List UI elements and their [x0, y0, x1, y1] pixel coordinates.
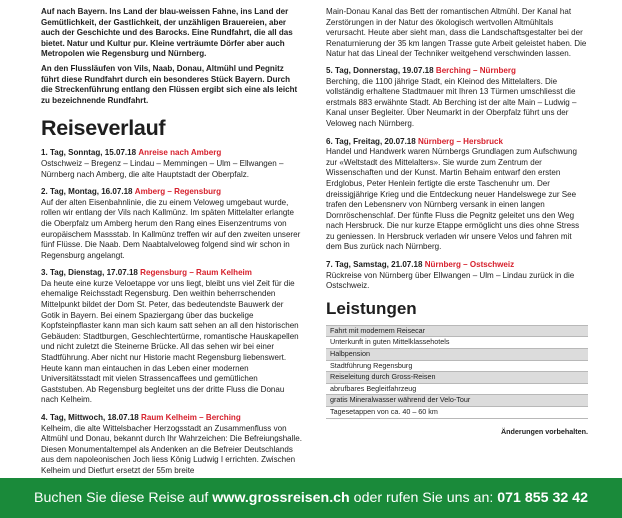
list-item: Halbpension [326, 349, 588, 361]
services-heading: Leistungen [326, 298, 417, 318]
day-text: Kelheim, die alte Wittelsbacher Herzogsstadt an Zusammenfluss von Altmühl und Donau, bekannt durch Ihr Wahrzeichen: Die Befreiungshalle. Diesen Monumentaltempel als Andenken an die Befreier Deutschlands aus dem napoleonischen Joch liess König Ludwig I errichten. Zwischen Kelheim und Dietfurt ersetzt der 55m breite [41, 423, 302, 475]
day-text: Handel und Handwerk waren Nürnbergs Grundlagen zum Aufschwung zur «Weltstadt des Mittelalters». Sie wurde zum Zentrum der Wissenschaften und der Kunst. Martin Behaim entwarf den ersten Erdglobus, Peter Henlein fertigte die erste Taschenuhr um. Der dreissigjährige Krieg und die Entdeckung neuer Handelswege zur See trafen den Lebensnerv von Nürnberg versank in einen langen Dornröschenschlaf. Der fünfte Fluss die Pegnitz geleitet uns den Weg nach Hersbruck. Die nur kurze Etappe ermöglicht uns dies ohne Stress zu geniessen. In Hersbruck verladen wir unsere Velos und fahren mit dem Bus zurück nach Nürnberg. [326, 147, 580, 252]
day-date: 6. Tag, Freitag, 20.07.18 [326, 136, 416, 146]
day-text: Ostschweiz – Bregenz – Lindau – Memmingen – Ulm – Ellwangen – Nürnberg nach Amberg, die alte Hauptstadt der Oberpfalz. [41, 158, 284, 179]
day-route: Regensburg – Raum Kelheim [140, 268, 252, 278]
list-item: Unterkunft in guten Mittelklassehotels [326, 337, 588, 349]
day-date: 7. Tag, Samstag, 21.07.18 [326, 260, 423, 270]
day-2 [41, 187, 303, 261]
day-3 [41, 268, 303, 406]
day-text: Auf der alten Eisenbahnlinie, die zu einem Veloweg umgebaut wurde, rollen wir entlang der Vils nach Kallmünz. Im späten Mittelalter erlangte die Oberpfalz um Amberg herum den Rang eines Eisenzentrums von europäischem Massstab. In Kallmünz treffen wir auf den zweiten unserer fünf Flüsse. Die Naab. Dem Naabtalveloweg folgend sind wir schon in Regensburg angelangt. [41, 197, 301, 260]
list-item: Stadtführung Regensburg [326, 361, 588, 373]
booking-footer [0, 478, 622, 518]
itinerary-heading: Reiseverlauf [41, 116, 166, 141]
website-link[interactable]: www.grossreisen.ch [212, 490, 350, 506]
day-date: 3. Tag, Dienstag, 17.07.18 [41, 268, 138, 278]
list-item: Reiseleitung durch Gross-Reisen [326, 372, 588, 384]
day-4-continuation: Main-Donau Kanal das Bett der romantischen Altmühl. Der Kanal hat Zerstörungen in der Natur des ökologisch wertvollen Altmühltals verursacht. Heute aber sieht man, dass die Landschaftsgestalter bei der Renaturnierung der 35 km langen Trasse gute Arbeit geleistet haben. Die Natur hat das Lineal der Techniker weitgehend verschwinden lassen. [326, 7, 587, 59]
right-column [326, 7, 588, 436]
footer-middle: oder rufen Sie uns an: [349, 490, 498, 506]
day-1 [41, 148, 303, 180]
disclaimer-note: Änderungen vorbehalten. [500, 426, 588, 436]
day-4 [41, 413, 303, 477]
day-route: Anreise nach Amberg [138, 148, 222, 158]
services-list [326, 325, 588, 419]
list-item: Tagesetappen von ca. 40 – 60 km [326, 407, 588, 419]
day-5 [326, 66, 588, 130]
list-item: Fahrt mit modernem Reisecar [326, 326, 588, 338]
list-item: gratis Mineralwasser während der Velo-Tour [326, 395, 588, 407]
phone-number[interactable]: 071 855 32 42 [497, 490, 588, 506]
day-route: Nürnberg – Ostschweiz [424, 260, 515, 270]
day-route: Amberg – Regensburg [134, 187, 222, 197]
intro-paragraph-1: Auf nach Bayern. Ins Land der blau-weissen Fahne, ins Land der Gemütlichkeit, der Gastlichkeit, der unzähligen Brauereien, aber auch der Geschichte und des Barocks. Eine Rundfahrt, die all das bietet. Natur und Kultur pur. Kleine verträumte Dörfer aber auch Metropolen wie Regensburg und Nürnberg. [41, 7, 293, 59]
day-route: Berching – Nürnberg [435, 65, 516, 75]
day-text: Berching, die 1100 jährige Stadt, ein Kleinod des Mittelalters. Die vollständig erhaltene Stadtmauer mit Ihren 13 Türmen umschliesst die erstmals 883 erwähnte Stadt. Ab Berching ist der alte Main – Ludwig – Kanal unser Begleiter. Über Neumarkt in der Oberpfalz führt uns der Veloweg nach Nürnberg. [326, 76, 577, 128]
day-date: 1. Tag, Sonntag, 15.07.18 [41, 148, 137, 158]
day-6 [326, 137, 588, 254]
day-date: 5. Tag, Donnerstag, 19.07.18 [326, 65, 434, 75]
intro-paragraph-2: An den Flussläufen von Vils, Naab, Donau, Altmühl und Pegnitz führt diese Rundfahrt durch ein besonderes Stück Bayern. Durch die Streckenführung entlang den Flüssen ergibt sich eine als leicht zu bezeichnende Rundfahrt. [41, 63, 298, 105]
left-column [41, 7, 303, 484]
day-route: Nürnberg – Hersbruck [418, 136, 503, 146]
list-item: abrufbares Begleitfahrzeug [326, 384, 588, 396]
footer-prefix: Buchen Sie diese Reise auf [34, 490, 213, 506]
intro [41, 7, 303, 106]
day-route: Raum Kelheim – Berching [141, 413, 241, 422]
day-date: 2. Tag, Montag, 16.07.18 [41, 187, 133, 197]
day-text: Rückreise von Nürnberg über Ellwangen – Ulm – Lindau zurück in die Ostschweiz. [326, 270, 575, 291]
day-text: Da heute eine kurze Veloetappe vor uns liegt, bleibt uns viel Zeit für die ehemalige Reichsstadt Regensburg. Den weithin beherrschenden Mittelpunkt bildet der Dom St. Peter, das bedeutendste Bauwerk der Gotik in Bayern. Bei einem Spaziergang über das buckelige Kopfsteinpflaster kann man sich kaum satt sehen an all den historischen Gebäuden: Stadtburgen, Geschlechtertürme, romantische Hauskapellen und nicht zuletzt die Steinerne Brücke. All das sehen wir bei einer Stadtführung. Aber nicht nur Historie macht Regensburg liebenswert. Heute kann man eintauchen in das Leben einer modernen Universitätsstadt mit vielen Strassencaffees und gemütlichen Gaststuben. Ab Regensburg begleitet uns der dritte Fluss die Donau nach Kelheim. [41, 278, 299, 405]
day-7 [326, 260, 588, 292]
day-date: 4. Tag, Mittwoch, 18.07.18 [41, 413, 139, 422]
